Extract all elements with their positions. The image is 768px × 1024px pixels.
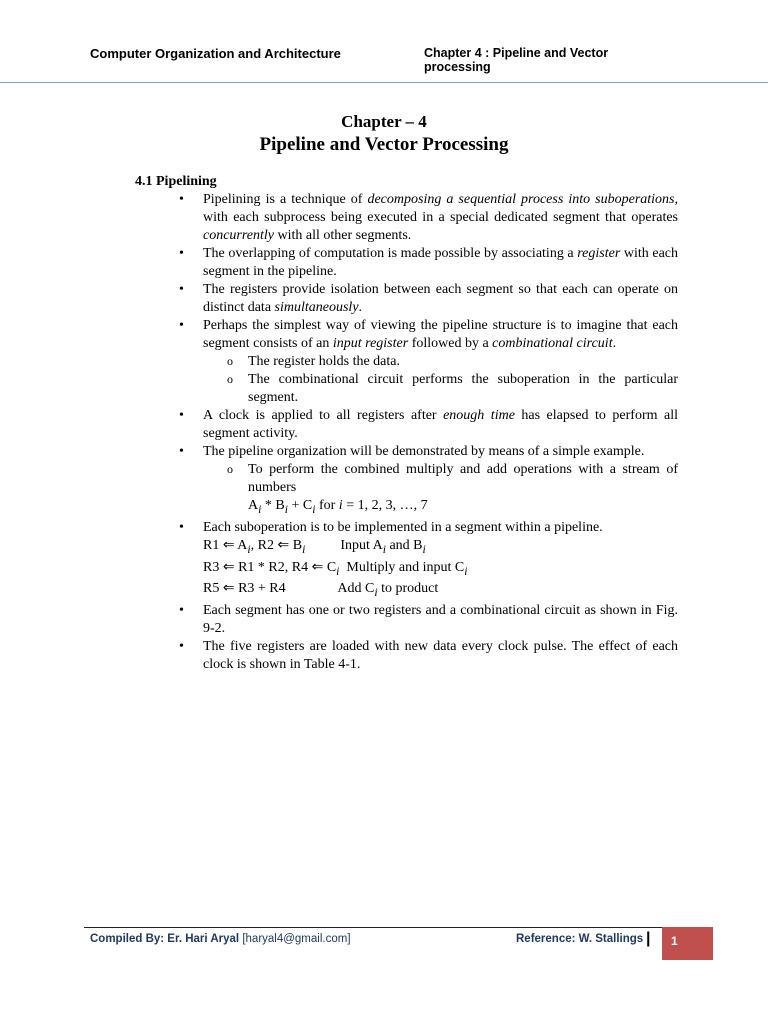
register-statement: R5 ⇐ R3 + R4 Add $C_i$ to product <box>203 581 439 600</box>
sub-item: o The combinational circuit performs the suboperation in the particular segment. <box>203 371 678 407</box>
header-chapter-title: Chapter 4 : Pipeline and Vector processing <box>424 46 609 74</box>
bullet-item: • Each segment has one or two registers and a combinational circuit as shown in Fig. 9-2. <box>135 602 678 638</box>
page-number: 1 <box>671 934 678 948</box>
bullet-item: • The registers provide isolation between each segment so that each can operate on distinct data simultaneously. <box>135 281 678 317</box>
page-number-box <box>662 927 713 960</box>
footer-rule <box>84 927 712 928</box>
page-header <box>90 44 675 74</box>
chapter-number: Chapter – 4 <box>341 112 427 131</box>
footer-compiled-by: Compiled By: Er. Hari Aryal [haryal4@gmail.com] <box>90 933 351 945</box>
bullet-item: • A clock is applied to all registers after enough time has elapsed to perform all segment activity. <box>135 407 678 443</box>
sub-item: o The register holds the data. <box>203 353 678 371</box>
bullet-item: • Perhaps the simplest way of viewing the pipeline structure is to imagine that each segment consists of an input register followed by a combinational circuit. o The register holds the data. o The combinational circuit performs the suboperation in the particular segment. <box>135 317 678 407</box>
chapter-title: Pipeline and Vector Processing <box>259 134 509 155</box>
section-heading: 4.1 Pipelining <box>135 174 217 189</box>
sub-item: o To perform the combined multiply and add operations with a stream of numbers <box>203 461 678 497</box>
register-statement: R1 ⇐ $A_i$, R2 ⇐ $B_i$ Input $A_i$ and $B_i$ <box>203 537 426 556</box>
footer-email: [haryal4@gmail.com] <box>242 933 351 945</box>
formula: $A_i * B_i + C_i$ for i = 1, 2, 3, …, 7 <box>248 498 428 516</box>
page-content <box>135 173 678 674</box>
bullet-item: • The five registers are loaded with new data every clock pulse. The effect of each clock is shown in Table 4-1. <box>135 638 678 674</box>
bullet-list <box>135 191 678 674</box>
chapter-title-block <box>0 112 768 157</box>
bullet-item: • Each suboperation is to be implemented in a segment within a pipeline. R1 ⇐ $A_i$, R2 ⇐ $B_i$ Input $A_i$ and $B_i$ R3 ⇐ R1 * R2, R4 ⇐ $C_i$ Multiply and input $C_i$ R5 ⇐ R3 + R4 Add $C_i$ to product <box>135 519 678 602</box>
bullet-item: • Pipelining is a technique of decomposing a sequential process into suboperations, with each subprocess being executed in a special dedicated segment that operates concurrently with all other segments. <box>135 191 678 245</box>
header-rule <box>0 82 768 83</box>
footer-reference: Reference: W. Stallings <box>516 933 644 945</box>
sub-list <box>203 461 678 497</box>
sub-list <box>203 353 678 407</box>
bullet-item: • The pipeline organization will be demonstrated by means of a simple example. o To perform the combined multiply and add operations with a stream of numbers $A_i * B_i + C_i$ for i = 1, 2, 3, …, 7 <box>135 443 678 519</box>
bullet-item: • The overlapping of computation is made possible by associating a register with each segment in the pipeline. <box>135 245 678 281</box>
footer-separator: | <box>646 930 651 947</box>
header-book-title: Computer Organization and Architecture <box>90 46 341 61</box>
register-statement: R3 ⇐ R1 * R2, R4 ⇐ $C_i$ Multiply and input $C_i$ <box>203 559 468 578</box>
